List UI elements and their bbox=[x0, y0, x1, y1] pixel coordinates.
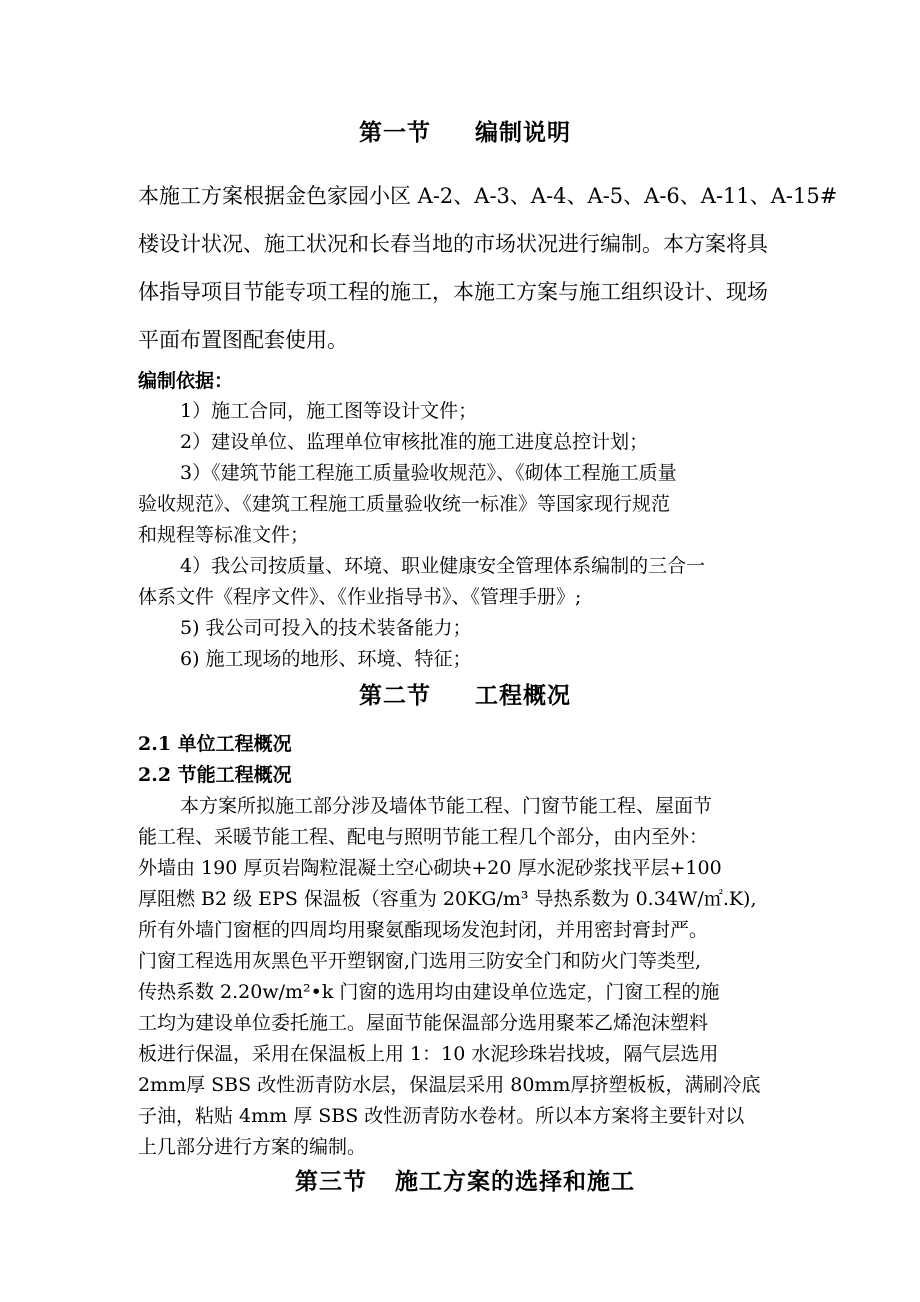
section-2-number: 第二节 bbox=[359, 682, 431, 709]
basis-list-item: 1）施工合同，施工图等设计文件； bbox=[180, 400, 478, 422]
overview-paragraph bbox=[138, 791, 792, 1163]
section-1-title bbox=[138, 118, 792, 148]
subsection-2-2-heading: 2.2 节能工程概况 bbox=[138, 764, 292, 786]
section-1-number: 第一节 bbox=[359, 119, 431, 146]
subsection-2-1-heading: 2.1 单位工程概况 bbox=[138, 733, 292, 755]
intro-line: 楼设计状况、施工状况和长春当地的市场状况进行编制。本方案将具 bbox=[138, 232, 768, 256]
intro-line: 体指导项目节能专项工程的施工，本施工方案与施工组织设计、现场 bbox=[138, 280, 768, 304]
overview-line: 能工程、采暖节能工程、配电与照明节能工程几个部分，由内至外： bbox=[138, 826, 709, 848]
overview-line: 门窗工程选用灰黑色平开塑钢窗,门选用三防安全门和防火门等类型, bbox=[138, 950, 702, 972]
section-3-name: 施工方案的选择和施工 bbox=[395, 1168, 635, 1195]
overview-line: 2mm厚 SBS 改性沥青防水层，保温层采用 80mm厚挤塑板板，满刷冷底 bbox=[138, 1074, 761, 1096]
overview-line: 所有外墙门窗框的四周均用聚氨酯现场发泡封闭，并用密封膏封严。 bbox=[138, 919, 709, 941]
section-1-name: 编制说明 bbox=[475, 119, 571, 146]
overview-line: 传热系数 2.20w/m²•k 门窗的选用均由建设单位选定，门窗工程的施 bbox=[138, 981, 720, 1003]
overview-line: 外墙由 190 厚页岩陶粒混凝土空心砌块+20 厚水泥砂浆找平层+100 bbox=[138, 857, 722, 879]
section-3-title bbox=[138, 1167, 792, 1197]
intro-line: 本施工方案根据金色家园小区 A-2、A-3、A-4、A-5、A-6、A-11、A-15# bbox=[138, 184, 838, 208]
basis-list bbox=[138, 396, 792, 675]
basis-list-item: 6) 施工现场的地形、环境、特征； bbox=[180, 648, 472, 670]
overview-line: 本方案所拟施工部分涉及墙体节能工程、门窗节能工程、屋面节 bbox=[180, 795, 713, 817]
basis-list-item: 体系文件《程序文件》、《作业指导书》、《管理手册》; bbox=[138, 586, 582, 608]
basis-list-item: 3）《建筑节能工程施工质量验收规范》、《砌体工程施工质量 bbox=[180, 462, 677, 484]
basis-list-item: 2）建设单位、监理单位审核批准的施工进度总控计划； bbox=[180, 431, 649, 453]
overview-line: 上几部分进行方案的编制。 bbox=[138, 1136, 367, 1158]
intro-line: 平面布置图配套使用。 bbox=[138, 328, 348, 352]
section-2-name: 工程概况 bbox=[475, 682, 571, 709]
overview-line: 厚阻燃 B2 级 EPS 保温板（容重为 20KG/m³ 导热系数为 0.34W/㎡.K), bbox=[138, 888, 757, 910]
basis-list-item: 和规程等标准文件； bbox=[138, 524, 310, 546]
intro-paragraph bbox=[138, 172, 838, 364]
basis-heading: 编制依据： bbox=[138, 370, 234, 392]
basis-list-item: 验收规范》、《建筑工程施工质量验收统一标准》等国家现行规范 bbox=[138, 493, 671, 515]
overview-line: 工均为建设单位委托施工。屋面节能保温部分选用聚苯乙烯泡沫塑料 bbox=[138, 1012, 709, 1034]
overview-line: 板进行保温，采用在保温板上用 1：10 水泥珍珠岩找坡，隔气层选用 bbox=[138, 1043, 719, 1065]
section-3-number: 第三节 bbox=[295, 1168, 367, 1195]
basis-list-item: 5) 我公司可投入的技术装备能力； bbox=[180, 617, 472, 639]
overview-line: 子油，粘贴 4mm 厚 SBS 改性沥青防水卷材。所以本方案将主要针对以 bbox=[138, 1105, 745, 1127]
section-2-title bbox=[138, 681, 792, 711]
basis-list-item: 4）我公司按质量、环境、职业健康安全管理体系编制的三合一 bbox=[180, 555, 706, 577]
